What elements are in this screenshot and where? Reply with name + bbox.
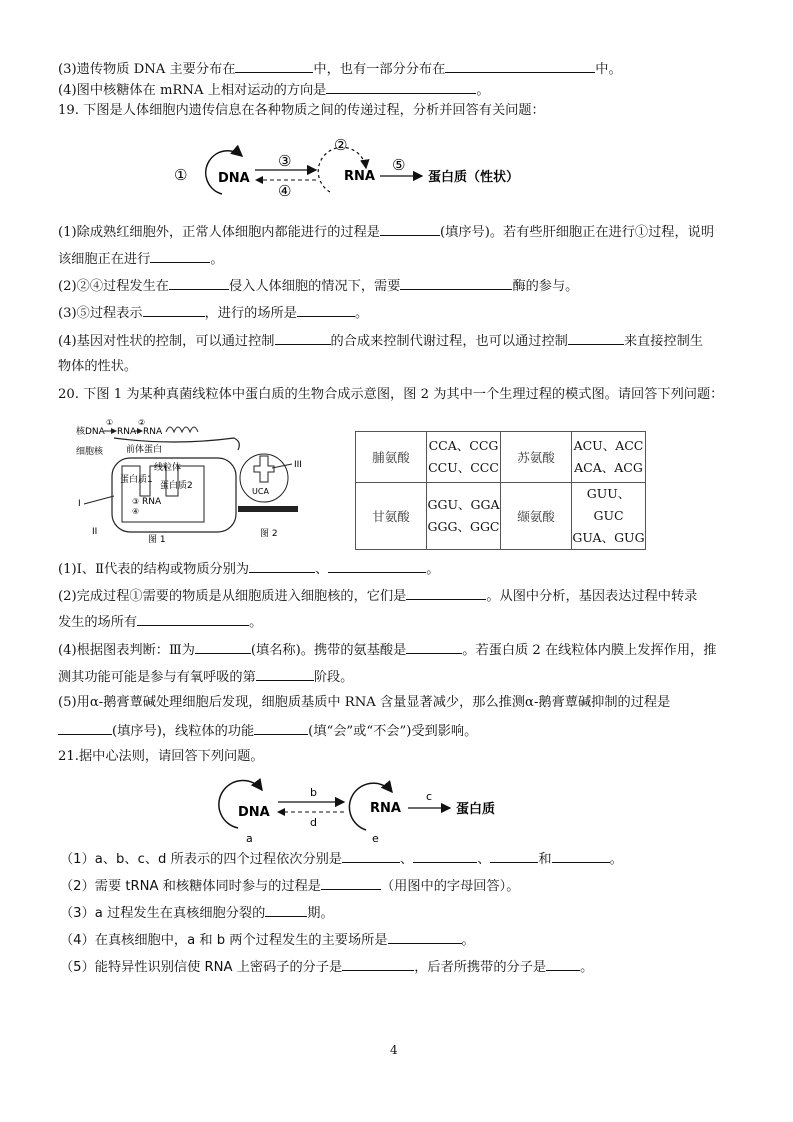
q19-stem: 19. 下图是人体细胞内遗传信息在各种物质之间的传递过程，分析并回答有关问题： [58, 103, 545, 118]
answer-blank[interactable] [150, 249, 210, 263]
answer-blank[interactable] [388, 930, 462, 944]
dna-label: DNA [238, 805, 270, 820]
answer-blank[interactable] [326, 80, 476, 94]
q19-text: 酶的参与。 [512, 279, 579, 294]
precursor-protein-label: 前体蛋白 [126, 445, 163, 455]
q21-part5 [60, 957, 593, 977]
answer-blank[interactable] [254, 721, 308, 735]
circle-num-3: ③ [132, 497, 140, 506]
answer-blank[interactable] [235, 59, 313, 73]
circle-num-2: ② [138, 418, 146, 427]
codon-cell [572, 483, 646, 550]
answer-blank[interactable] [445, 59, 595, 73]
q19-part4-line2: 物体的性状。 [58, 359, 138, 374]
answer-blank[interactable] [328, 559, 426, 573]
q21-text: （3）a 过程发生在真核细胞分裂的 [60, 906, 266, 921]
circle-num-3: ③ [278, 152, 292, 170]
q21-text: 和 [538, 852, 552, 867]
q20-part2-line2 [58, 612, 262, 632]
q19-text: (2)②④过程发生在 [58, 279, 169, 294]
q20-part5-line1: (5)用α-鹅膏蕈碱处理细胞后发现，细胞质基质中 RNA 含量显著减少，那么推测α-鹅膏蕈碱抑制的过程是 [58, 695, 671, 710]
q21-text: 期。 [307, 906, 334, 921]
q19-part2 [58, 276, 578, 296]
answer-blank[interactable] [195, 640, 251, 654]
amino-acid-cell: 缬氨酸 [501, 483, 572, 550]
q21-text: 。 [580, 960, 594, 975]
codon-table [355, 431, 646, 550]
rna-label-2: RNA [143, 427, 163, 437]
q20-text: 发生的场所有 [58, 615, 138, 630]
q19-text: ，进行的场所是 [204, 306, 297, 321]
codon-text: GGG、GGC [427, 519, 500, 534]
protein-label: 蛋白质 [456, 802, 496, 817]
codon-cell [427, 483, 501, 550]
label-a: a [246, 832, 253, 844]
circle-num-4: ④ [278, 182, 292, 198]
q21-part2 [60, 876, 519, 896]
answer-blank[interactable] [400, 276, 512, 290]
circle-num-1: ① [106, 418, 114, 427]
q21-text: ，后者所携带的分子是 [414, 960, 547, 975]
q20-part4-line1 [58, 640, 716, 660]
q20-figure-2 [232, 450, 312, 544]
amino-acid-cell: 脯氨酸 [356, 432, 427, 483]
q19-text: (填序号)。若有些肝细胞正在进行①过程，说明 [440, 225, 715, 240]
answer-blank[interactable] [568, 331, 624, 345]
answer-blank[interactable] [490, 849, 538, 863]
protein-1-label: 蛋白质1 [120, 475, 153, 485]
q19-text: 。 [210, 252, 224, 267]
q18-part3 [58, 59, 622, 79]
figure-2-caption: 图 2 [260, 529, 278, 539]
figure-1-caption: 图 1 [148, 535, 166, 544]
q20-text: (填名称)。携带的氨基酸是 [250, 643, 407, 658]
mitochondrion-label: 线粒体 [154, 463, 182, 473]
answer-blank[interactable] [265, 903, 307, 917]
q19-text: 该细胞正在进行 [58, 252, 151, 267]
amino-acid-cell: 苏氨酸 [501, 432, 572, 483]
anticodon-label: UCA [252, 487, 269, 496]
q21-part3 [60, 903, 334, 923]
q19-text: (3)⑤过程表示 [58, 306, 143, 321]
codon-text: GUU、GUC [586, 486, 631, 523]
answer-blank[interactable] [546, 957, 580, 971]
answer-blank[interactable] [256, 667, 314, 681]
table-row [356, 483, 646, 550]
answer-blank[interactable] [169, 276, 229, 290]
trna-shape [254, 456, 274, 482]
q19-text: (1)除成熟红细胞外，正常人体细胞内都能进行的过程是 [58, 225, 380, 240]
answer-blank[interactable] [342, 957, 414, 971]
q18-part3-text: 中。 [595, 62, 622, 77]
q20-text: 。 [249, 615, 263, 630]
codon-text: CCU、CCC [428, 460, 499, 475]
answer-blank[interactable] [406, 586, 486, 600]
q21-part4 [60, 930, 475, 950]
answer-blank[interactable] [321, 876, 381, 890]
q19-text: 侵入人体细胞的情况下，需要 [229, 279, 401, 294]
q20-stem: 20. 下图 1 为某种真菌线粒体中蛋白质的生物合成示意图，图 2 为其中一个生理过程的模式图。请回答下列问题： [58, 387, 724, 402]
q21-text: （用图中的字母回答）。 [381, 879, 520, 894]
roman-2-label: II [92, 527, 98, 537]
codon-text: ACA、ACG [574, 460, 643, 475]
answer-blank[interactable] [58, 721, 112, 735]
amino-acid-cell: 甘氨酸 [356, 483, 427, 550]
label-e: e [372, 832, 379, 844]
circle-num-5: ⑤ [392, 156, 406, 174]
rna-label-1: RNA [117, 427, 137, 437]
q20-text: 。 [426, 562, 440, 577]
q19-part1-line2 [58, 249, 224, 269]
circle-num-2: ② [334, 136, 348, 154]
label-b: b [310, 786, 317, 799]
protein-2-label: 蛋白质2 [160, 481, 193, 491]
page-number: 4 [390, 1043, 398, 1057]
label-c: c [426, 790, 433, 803]
answer-blank[interactable] [297, 303, 355, 317]
q18-part3-text: (3)遗传物质 DNA 主要分布在 [58, 62, 236, 77]
q21-text: （4）在真核细胞中，a 和 b 两个过程发生的主要场所是 [60, 933, 388, 948]
q19-diagram [170, 134, 530, 198]
q19-part1-line1 [58, 222, 714, 242]
q19-text: 的合成来控制代谢过程，也可以通过控制 [330, 334, 568, 349]
q20-text: (填“会”或“不会”)受到影响。 [308, 724, 478, 739]
q21-diagram [212, 772, 512, 844]
answer-blank[interactable] [406, 640, 462, 654]
answer-blank[interactable] [380, 222, 440, 236]
q21-text: 。 [461, 933, 475, 948]
protein-label: 蛋白质（性状） [428, 170, 520, 185]
mito-rna-label: RNA [142, 497, 162, 507]
mrna-strand [238, 506, 298, 512]
q20-text: (2)完成过程①需要的物质是从细胞质进入细胞核的，它们是 [58, 589, 407, 604]
answer-blank[interactable] [413, 849, 477, 863]
q19-text: (4)基因对性状的控制，可以通过控制 [58, 334, 275, 349]
q20-text: 测其功能可能是参与有氧呼吸的第 [58, 670, 256, 685]
q19-text: 来直接控制生 [623, 334, 703, 349]
q18-part4-text: 。 [476, 83, 490, 98]
q20-part1 [58, 559, 439, 579]
q21-text: 、 [400, 852, 414, 867]
codon-cell [427, 432, 501, 483]
q18-part3-text: 中，也有一部分分布在 [313, 62, 446, 77]
q20-text: 、 [315, 562, 329, 577]
answer-blank[interactable] [249, 559, 315, 573]
q21-text: （2）需要 tRNA 和核糖体同时参与的过程是 [60, 879, 321, 894]
table-row [356, 432, 646, 483]
q20-text: (4)根据图表判断：Ⅲ为 [58, 643, 195, 658]
q21-stem: 21.据中心法则，请回答下列问题。 [58, 749, 264, 764]
q19-text: 。 [354, 306, 369, 321]
codon-text: CCA、CCG [428, 438, 499, 453]
q20-text: 。若蛋白质 2 在线粒体内膜上发挥作用，推 [462, 643, 717, 658]
q21-text: （5）能特异性识别信使 RNA 上密码子的分子是 [60, 960, 343, 975]
q21-text: （1）a、b、c、d 所表示的四个过程依次分别是 [60, 852, 343, 867]
q19-part3 [58, 303, 368, 323]
answer-blank[interactable] [275, 331, 331, 345]
codon-text: GGU、GGA [427, 497, 500, 512]
codon-text: ACU、ACC [573, 438, 644, 453]
circle-num-1: ① [174, 166, 188, 184]
q18-part4-text: (4)图中核糖体在 mRNA 上相对运动的方向是 [58, 83, 327, 98]
nucleus-label: 细胞核 [76, 447, 104, 457]
rna-label: RNA [344, 169, 375, 184]
answer-blank[interactable] [342, 849, 400, 863]
q18-part4 [58, 80, 490, 100]
codon-text: GUA、GUG [572, 530, 645, 545]
answer-blank[interactable] [137, 612, 249, 626]
roman-1-label: I [78, 499, 81, 509]
rna-label: RNA [370, 801, 401, 816]
q20-text: (1)Ⅰ、Ⅱ代表的结构或物质分别为 [58, 562, 250, 577]
q21-text: 、 [477, 852, 491, 867]
q20-text: 阶段。 [313, 670, 354, 685]
codon-cell [572, 432, 646, 483]
q21-part1 [60, 849, 623, 869]
dna-label: DNA [218, 171, 250, 186]
q19-part4-line1 [58, 331, 703, 351]
q20-figure-1 [74, 416, 249, 544]
q20-part5-line2 [58, 721, 477, 741]
q20-text: (填序号)，线粒体的功能 [112, 724, 255, 739]
nuclear-dna-label: 核DNA [76, 427, 105, 437]
answer-blank[interactable] [552, 849, 610, 863]
label-d: d [310, 816, 317, 829]
circle-num-4: ④ [132, 507, 140, 516]
q20-text: 。从图中分析，基因表达过程中转录 [486, 589, 698, 604]
answer-blank[interactable] [143, 303, 205, 317]
q20-part4-line2 [58, 667, 353, 687]
ribosome-chain [166, 427, 198, 432]
q21-text: 。 [609, 852, 623, 867]
roman-3-label: III [294, 460, 302, 470]
q20-part2-line1 [58, 586, 697, 606]
